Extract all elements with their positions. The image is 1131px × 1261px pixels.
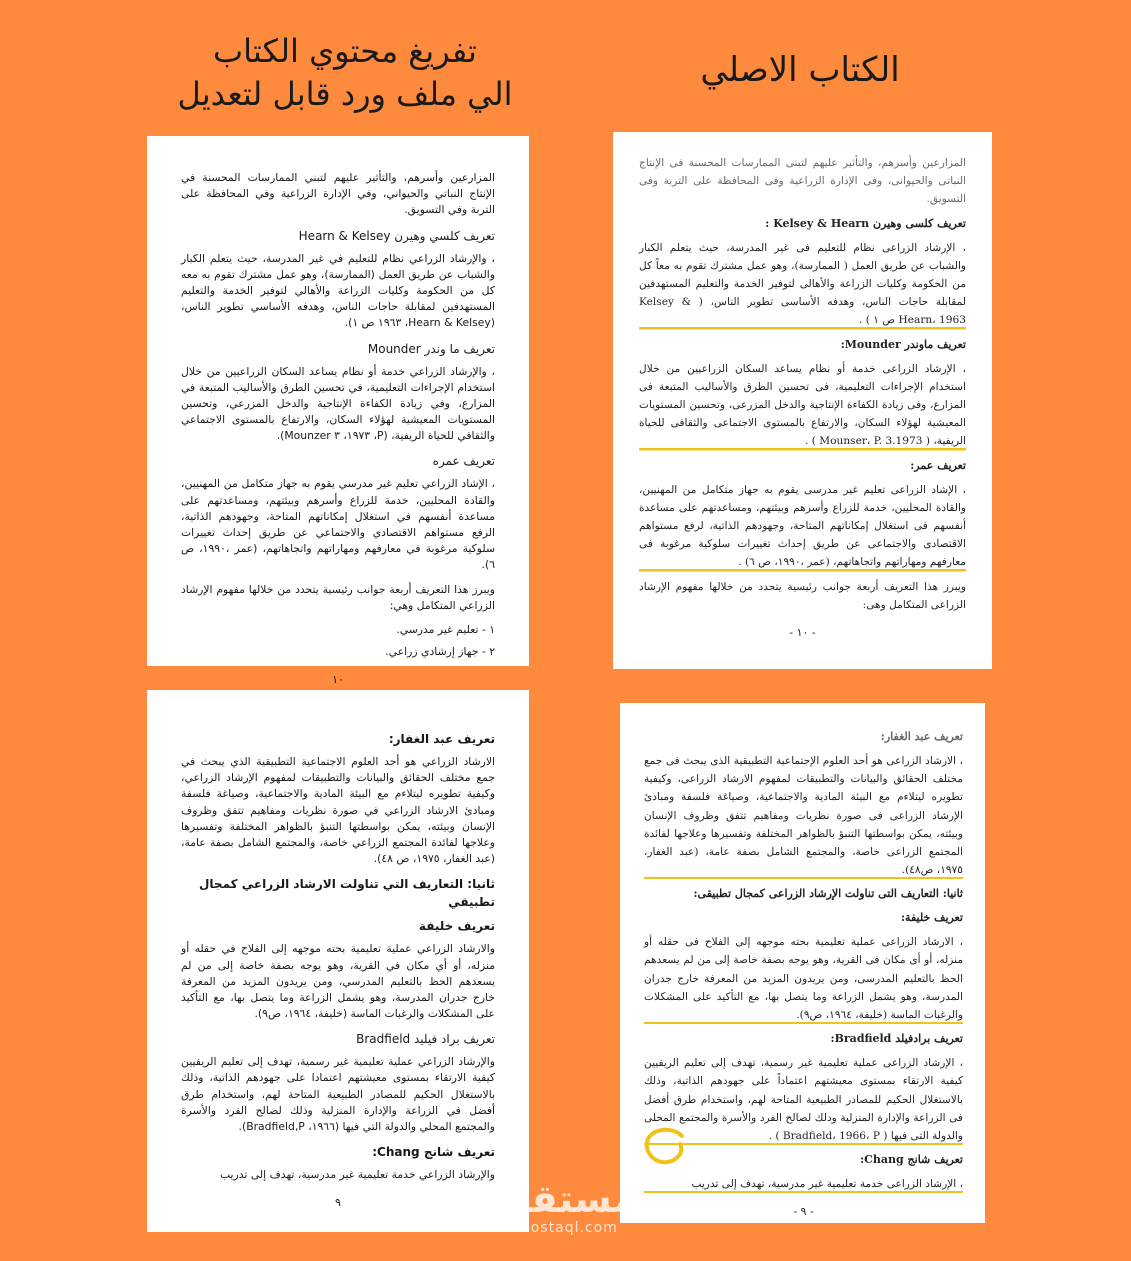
page-number: ١٠ xyxy=(332,673,344,687)
paragraph: والإرشاد الزراعي عملية تعليمية غير رسمية، تهدف إلى تعليم الريفيين كيفية الارتقاء بمستوى معيشتهم اعتمادا على جهودهم الذاتية، وذلك بالاستغلال الحكيم للمصادر الطبيعية المتاحة لهم، واستخدام طرق أفضل في الزراعة والإدارة المنزلية وذلك لصالح الفرد والأسرة والمجتمع المحلي والدولة التي فيها (١٩٦٦، Bradfield,P). xyxy=(181,1055,495,1133)
definition-title: تعريف عمر: xyxy=(910,458,966,472)
definition-title: تعريف خليفة: xyxy=(901,911,963,925)
definition-title: تعريف ما وندر Mounder xyxy=(367,341,495,356)
original-page-10 xyxy=(613,132,992,669)
list-item: ١ - تعليم غير مدرسي. xyxy=(396,622,495,636)
highlighter-circle-icon xyxy=(642,1124,688,1168)
converted-page-9 xyxy=(147,690,529,1232)
highlighted-paragraph: ، الارشاد الزراعى هو أحد العلوم الإجتماعية التطبيقية الذى يبحث فى جمع مختلف الحقائق والبيانات والتطبيقات لمفهوم الارشاد الزراعى، وكيفية تطويره ليتلاءم مع البيئة المادية والاجتماعية، وصياغة فلسفة ومبادئ الإرشاد الزراعى فى صورة نظريات ومفاهيم تتفق وظروف الإنسان وبيئته، يمكن بواسطتها التنبؤ بالظواهر المختلفة وتفسيرها وعلاجها لفائدة المجتمع الزراعى خاصة، والمجتمع الشامل بصفة عامة، (عبد الغفار، ١٩٧٥، ص٤٨). xyxy=(644,752,963,880)
definition-title: تعريف شانج Chang: xyxy=(860,1153,963,1167)
definition-title: تعريف عبد الغفار: xyxy=(388,732,495,746)
paragraph: والإرشاد الزراعي خدمة تعليمية غير مدرسية، تهدف إلى تدريب xyxy=(219,1168,495,1182)
highlighted-paragraph: ، الإشاد الزراعى تعليم غير مدرسى يقوم به جهاز متكامل من المهنيين، والقادة المحليين، خدمة للزراع وأسرهم وبيئتهم، ومساعدتهم على مساعدة أنفسهم فى استغلال إمكاناتهم المتاحة، وجهودهم الذاتية، لرفع مستواهم الاقتصادى والاجتماعى عن طريق إحداث تغييرات سلوكية مرغوبة فى معارفهم ومهاراتهم واتجاهاتهم، (عمر ،١٩٩٠، ص ٦) . xyxy=(639,481,966,572)
paragraph: المزارعين وأسرهم، والتأثير عليهم لتبني الممارسات المحسنة في الإنتاج النباتي والحيواني، وفي الإدارة الزراعية وفي المحافظة على التربة وفي التسويق. xyxy=(181,171,495,217)
list-item: ٢ - جهاز إرشادي زراعي. xyxy=(385,645,495,659)
highlighted-paragraph: ، الإرشاد الزراعى نظام للتعليم فى غير المدرسة، حيث يتعلم الكبار والشباب عن طريق العمل ( الممارسة)، وهو عمل مشترك تقوم به معاً كل من الحكومة وكليات الزراعة والأهالى لتوفير الخدمة والتعليم المستهدفين لمقابلة حاجات الناس، وهدفه الأساسى تطوير الناس، ( Kelsey & Hearn، 1963 ص ١ ) . xyxy=(639,239,966,330)
definition-title: تعريف كلسى وهيرن Kelsey & Hearn : xyxy=(765,216,966,230)
section-title: ثانيا: التعاريف التي تناولت الارشاد الزراعي كمجال تطبيقي xyxy=(199,877,495,910)
watermark-arabic: مستقل xyxy=(497,1177,637,1221)
paragraph: والارشاد الزراعي عملية تعليمية بحته موجهه إلى الفلاح في حقله أو منزله، أو أي مكان في القرية، وهو يوجه بصفة خاصة إلى من لم يسعدهم الحظ بالتعليم المدرسي، ومن يريدون المزيد من المعرفة خارج جدران المدرسة، وهو يشمل الزراعة وما يتصل بها، مع التأكيد على المشكلات والرغبات الماسة (خليفة، ١٩٦٤، ص٩). xyxy=(181,942,495,1021)
paragraph: ، والإرشاد الزراعي خدمة أو نظام يساعد السكان الزراعيين من خلال استخدام الإجراءات التعليمية، في تحسين الطرق والأساليب المتبعة في المزارع، وفي زيادة الكفاءة الإنتاجية والدخل المزرعي، وتحسين المستويات المعيشية لهؤلاء السكان، والارتفاع بالمستوى الاجتماعي والثقافي للحياة الريفية، (P، ١٩٧٣، ٣ Mounzer). xyxy=(181,364,495,443)
page-number: ٩ xyxy=(335,1196,341,1210)
definition-title: تعريف عبد الغفار: xyxy=(880,730,963,743)
original-heading: الكتاب الاصلي xyxy=(700,50,900,90)
page-number: - ١٠ - xyxy=(789,626,816,640)
highlighted-paragraph: ، الارشاد الزراعى عملية تعليمية بحته موجهه إلى الفلاح فى حقله أو منزله، أو أى مكان فى القرية، وهو يوجه بصفة خاصة إلى من لم يسعدهم الحظ بالتعليم المدرسى، ومن يريدون المزيد من المعرفة خارج جدران المدرسة، وهو يشمل الزراعة وما يتصل بها، مع التأكيد على المشكلات والرغبات الماسة (خليفة، ١٩٦٤، ص٩). xyxy=(644,933,963,1024)
mostaql-watermark xyxy=(492,1177,642,1236)
definition-title: تعريف برادفيلد Bradfield: xyxy=(830,1032,963,1046)
definition-title: تعريف عمره xyxy=(432,454,495,469)
converted-heading-line1: تفريغ محتوي الكتاب xyxy=(213,32,477,70)
converted-heading xyxy=(150,30,540,116)
definition-title: تعريف كلسي وهيرن Hearn & Kelsey xyxy=(298,228,495,243)
highlighted-paragraph: ، الإرشاد الزراعى خدمة تعليمية غير مدرسية، تهدف إلى تدريب xyxy=(644,1175,963,1193)
definition-title: تعريف براد فيليد Bradfield xyxy=(356,1032,495,1047)
highlighted-paragraph: ، الإرشاد الزراعى خدمة أو نظام يساعد السكان الزراعيين من خلال استخدام الإجراءات التعليمية، فى تحسين الطرق والأساليب المتبعة فى المزارع، وفى زيادة الكفاءة الإنتاجية والدخل المزرعى، وتحسين المستويات المعيشية لهؤلاء السكان، والارتفاع بالمستوى الاجتماعى والثقافى للحياة الريفية، ( Mounser، P. 3.1973 ) . xyxy=(639,360,966,451)
definition-title: تعريف ماوندر Mounder: xyxy=(840,337,966,351)
converted-page-10 xyxy=(147,136,529,687)
paragraph: ، الإشاد الزراعي تعليم غير مدرسي يقوم به جهاز متكامل من المهنيين، والقادة المحليين، خدمة للزراع وأسرهم وبيئتهم، ومساعدتهم على مساعدة أنفسهم في استغلال إمكاناتهم المتاحة، وجهودهم الذاتية، الرفع مستواهم الاقتصادي والاجتماعي عن طريق إحداث تغييرات سلوكية مرغوبة في معارفهم ومهاراتهم واتجاهاتهم، (عمر ،١٩٩٠، ص ٦). xyxy=(181,477,495,572)
watermark-latin: mostaql.com xyxy=(516,1220,618,1236)
paragraph: ويبرز هذا التعريف أربعة جوانب رئيسية يتحدد من خلالها مفهوم الإرشاد الزراعى المتكامل وهى: xyxy=(639,580,966,611)
paragraph: ، والإرشاد الزراعي نظام للتعليم في غير المدرسة، حيث يتعلم الكبار والشباب عن طريق العمل (الممارسة)، وهو عمل مشترك تقوم به معه كل من الحكومة وكليات الزراعة والأهالي لتوفير الخدمة والتعليم المستهدفين لمقابلة حاجات الناس، وهدفه الأساسي تطوير الناس، (Hearn & Kelsey، ١٩٦٣ ص ١). xyxy=(181,251,495,330)
definition-title: تعريف شانج Chang: xyxy=(372,1145,495,1160)
converted-heading-line2: الي ملف ورد قابل لتعديل xyxy=(177,75,513,114)
paragraph: الارشاد الزراعي هو أحد العلوم الاجتماعية التطبيقية الذي يبحث في جمع مختلف الحقائق والبيانات والتطبيقات لمفهوم الإرشاد الزراعي، وكيفية تطويره ليتلاءم مع البيئة المادية والاجتماعية، وصياغة فلسفة ومبادئ الارشاد الزراعي في صورة نظريات ومفاهيم تتفق وظروف الإنسان وبيئته، يمكن بواسطتها التنبؤ بالظواهر المختلفة وتفسيرها وعلاجها لفائدة المجتمع الزراعي خاصة، والمجتمع الشامل بصفة عامة، (عبد الغفار، ١٩٧٥، ص ٤٨). xyxy=(181,755,495,866)
definition-title: تعريف خليفة xyxy=(418,919,495,934)
highlighted-paragraph: ، الإرشاد الزراعى عملية تعليمية غير رسمية، تهدف إلى تعليم الريفيين كيفية الارتقاء بمستوى معيشتهم اعتماداً على جهودهم الذاتية، وذلك بالاستغلال الحكيم للمصادر الطبيعية المتاحة لهم، واستخدام طرق أفضل فى الزراعة والإدارة المنزلية ودلك لصالح الفرد والأسرة والمجتمع المحلى والدولة التى فيها ( Bradfield، 1966، P ) . xyxy=(644,1054,963,1145)
page-number: - ٩ - xyxy=(793,1205,814,1219)
section-title: ثانيا: التعاريف التى تناولت الإرشاد الزراعى كمجال تطبيقى: xyxy=(693,887,963,901)
paragraph: المزارعين وأسرهم، والتأثير عليهم لتبنى الممارسات المحسنة فى الإنتاج النباتى والحيوانى، وفى الإدارة الزراعية وفى المحافظة على التربة وفى التسويق. xyxy=(639,157,966,206)
paragraph: ويبرز هذا التعريف أربعة جوانب رئيسية يتحدد من خلالها مفهوم الإرشاد الزراعي المتكامل وهي: xyxy=(181,582,495,612)
